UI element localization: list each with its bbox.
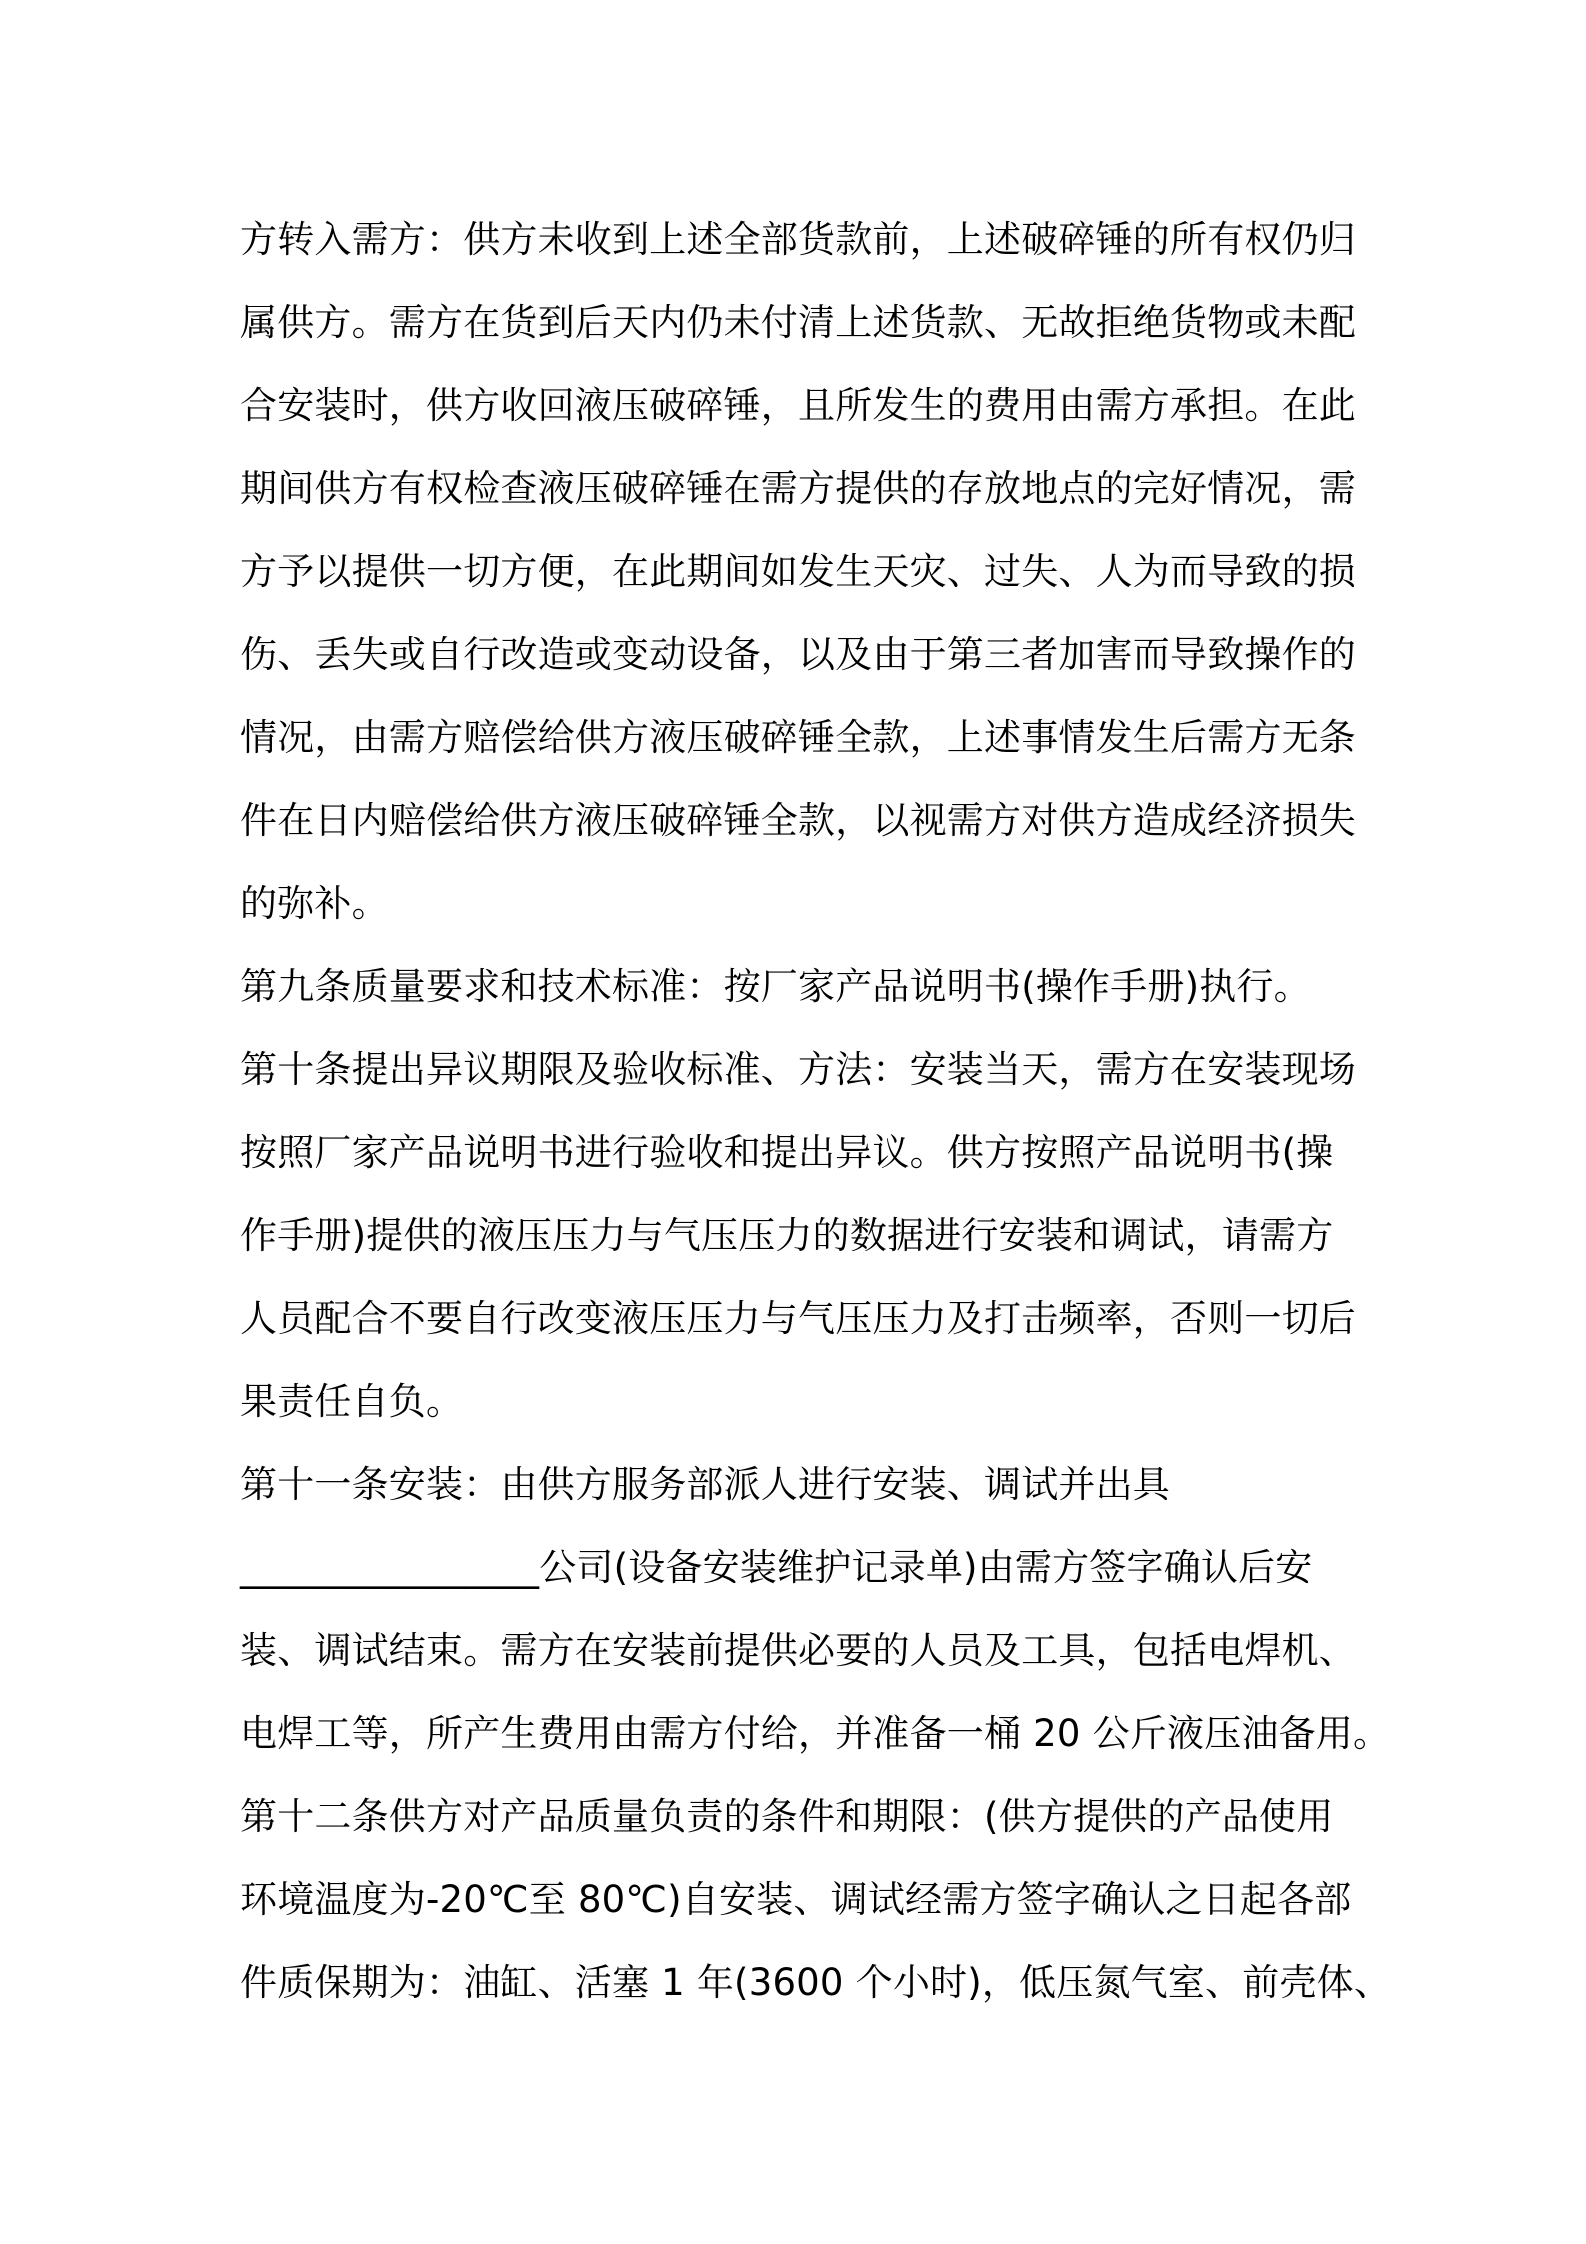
text-line: 方予以提供一切方便，在此期间如发生天灾、过失、人为而导致的损 [240, 550, 1356, 593]
text-line: 合安装时，供方收回液压破碎锤，且所发生的费用由需方承担。在此 [240, 384, 1356, 427]
text-line: 件质保期为：油缸、活塞 1 年(3600 个小时)，低压氮气室、前壳体、 [240, 1961, 1392, 2004]
text-line: 的弥补。 [240, 882, 389, 925]
text-line: 按照厂家产品说明书进行验收和提出异议。供方按照产品说明书(操 [240, 1131, 1334, 1174]
text-line: 作手册)提供的液压压力与气压压力的数据进行安装和调试，请需方 [240, 1214, 1334, 1257]
text-line: 情况，由需方赔偿给供方液压破碎锤全款，上述事情发生后需方无条 [240, 716, 1356, 759]
text-line: 第十条提出异议期限及验收标准、方法：安装当天，需方在安装现场 [240, 1048, 1356, 1091]
text-line: ________________公司(设备安装维护记录单)由需方签字确认后安 [240, 1546, 1313, 1589]
document-body [240, 198, 1392, 2024]
text-line: 果责任自负。 [240, 1380, 464, 1423]
text-line: 第十二条供方对产品质量负责的条件和期限：(供方提供的产品使用 [240, 1795, 1334, 1838]
text-line: 件在日内赔偿给供方液压破碎锤全款，以视需方对供方造成经济损失 [240, 799, 1356, 842]
text-line: 第十一条安装：由供方服务部派人进行安装、调试并出具 [240, 1463, 1170, 1506]
text-line: 装、调试结束。需方在安装前提供必要的人员及工具，包括电焊机、 [240, 1629, 1356, 1672]
text-line: 伤、丢失或自行改造或变动设备，以及由于第三者加害而导致操作的 [240, 633, 1356, 676]
text-line: 人员配合不要自行改变液压压力与气压压力及打击频率，否则一切后 [240, 1297, 1356, 1340]
text-line: 期间供方有权检查液压破碎锤在需方提供的存放地点的完好情况，需 [240, 467, 1356, 510]
text-line: 方转入需方：供方未收到上述全部货款前，上述破碎锤的所有权仍归 [240, 218, 1356, 261]
text-line: 第九条质量要求和技术标准：按厂家产品说明书(操作手册)执行。 [240, 965, 1311, 1008]
text-line: 属供方。需方在货到后天内仍未付清上述货款、无故拒绝货物或未配 [240, 301, 1356, 344]
text-line: 电焊工等，所产生费用由需方付给，并准备一桶 20 公斤液压油备用。 [240, 1712, 1391, 1755]
text-line: 环境温度为-20℃至 80℃)自安装、调试经需方签字确认之日起各部 [240, 1878, 1352, 1921]
